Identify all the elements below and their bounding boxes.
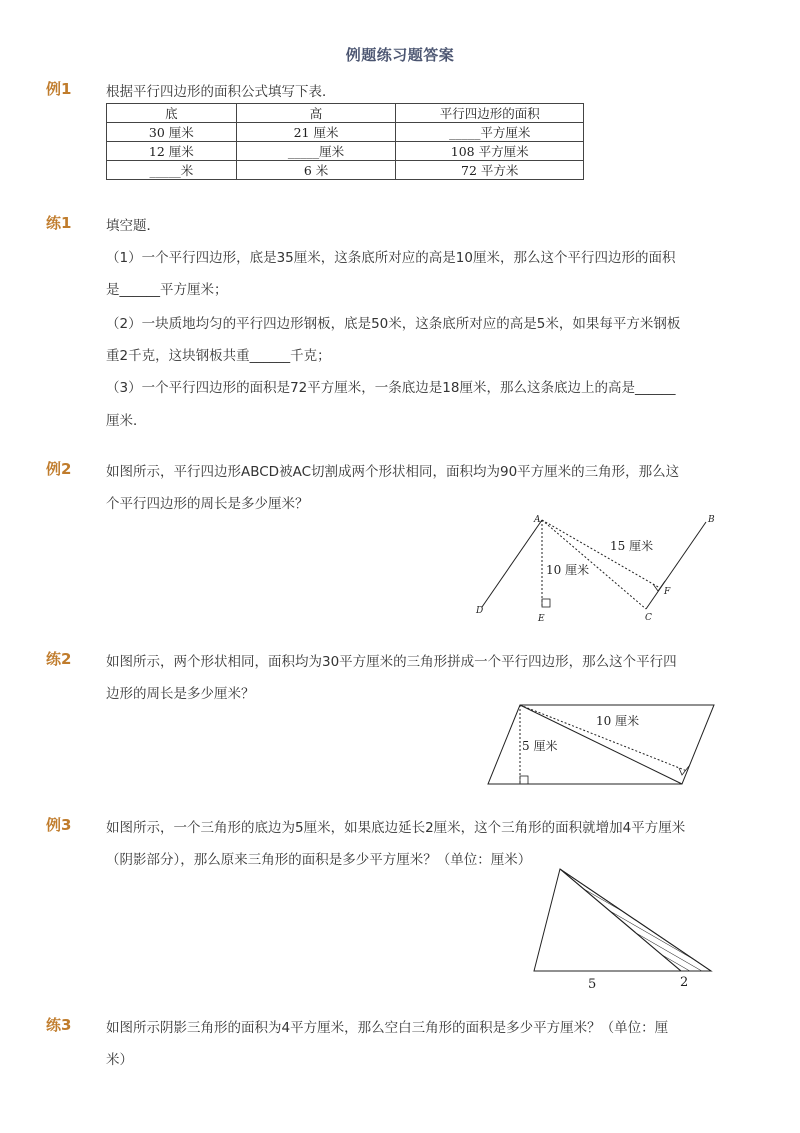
practice-2-label: 练2 (46, 650, 72, 668)
table-cell: 30 厘米 (107, 123, 237, 142)
table-cell: 72 平方米 (396, 161, 584, 180)
example-3-line: （阴影部分），那么原来三角形的面积是多少平方厘米？（单位：厘米） (106, 852, 532, 868)
point-label: C (645, 613, 652, 623)
extension-length-label: 2 (680, 975, 689, 990)
parallelogram-abcd-figure (470, 510, 730, 625)
practice-3-line: 如图所示阴影三角形的面积为4平方厘米，那么空白三角形的面积是多少平方厘米？（单位：厘 (106, 1020, 669, 1036)
parallelogram-two-triangles-figure (484, 700, 720, 790)
length-label-af: 15 厘米 (610, 539, 654, 553)
practice-2-line: 如图所示，两个形状相同，面积均为30平方厘米的三角形拼成一个平行四边形，那么这个平行四 (106, 654, 677, 670)
table-cell: 21 厘米 (236, 123, 396, 142)
practice-1-label: 练1 (46, 214, 72, 232)
table-row (107, 142, 584, 161)
example-3-label: 例3 (46, 816, 72, 834)
length-label-short: 5 厘米 (522, 739, 558, 753)
right-angle-e (542, 599, 550, 607)
triangle-side (560, 869, 681, 971)
practice-1-line: （1）一个平行四边形，底是35厘米，这条底所对应的高是10厘米，那么这个平行四边形的面积 (106, 250, 676, 266)
side-bc (646, 522, 706, 609)
base-length-label: 5 (588, 977, 597, 992)
table-cell: _____厘米 (236, 142, 396, 161)
example-2-line: 如图所示，平行四边形ABCD被AC切割成两个形状相同，面积均为90平方厘米的三角形，那么这 (106, 464, 680, 480)
point-label: F (664, 587, 671, 597)
table-row (107, 123, 584, 142)
practice-1-prompt: 填空题． (106, 218, 160, 234)
point-label: D (476, 606, 484, 616)
point-label: B (708, 515, 715, 525)
example-1-prompt: 根据平行四边形的面积公式填写下表． (106, 84, 336, 100)
length-label-ae: 10 厘米 (546, 563, 590, 577)
page-title: 例题练习题答案 (345, 46, 455, 64)
table-row (107, 161, 584, 180)
practice-2-line: 边形的周长是多少厘米？ (106, 686, 255, 702)
practice-1-line: 是______平方厘米； (106, 282, 228, 298)
parallelogram-area-table (106, 103, 584, 180)
table-cell: _____米 (107, 161, 237, 180)
practice-1-line: 重2千克，这块钢板共重______千克； (106, 348, 331, 364)
practice-1-line: （3）一个平行四边形的面积是72平方厘米，一条底边是18厘米，那么这条底边上的高是______ (106, 380, 676, 396)
table-cell: 108 平方厘米 (396, 142, 584, 161)
table-cell: 6 米 (236, 161, 396, 180)
practice-1-line: 厘米． (106, 413, 147, 429)
practice-3-label: 练3 (46, 1016, 72, 1034)
table-header-cell: 底 (107, 104, 237, 123)
height-af (542, 520, 660, 588)
practice-3-line: 米） (106, 1052, 133, 1068)
point-label: A (534, 515, 541, 525)
practice-1-line: （2）一块质地均匀的平行四边形钢板，底是50米，这条底所对应的高是5米，如果每平方米钢板 (106, 316, 681, 332)
table-header-cell: 平行四边形的面积 (396, 104, 584, 123)
example-3-line: 如图所示，一个三角形的底边为5厘米，如果底边延长2厘米，这个三角形的面积就增加4平方厘米 (106, 820, 686, 836)
example-2-label: 例2 (46, 460, 72, 478)
point-label: E (538, 614, 545, 624)
table-header-cell: 高 (236, 104, 396, 123)
example-1-label: 例1 (46, 80, 72, 98)
table-header-row (107, 104, 584, 123)
table-cell: 12 厘米 (107, 142, 237, 161)
table-cell: _____平方厘米 (396, 123, 584, 142)
side-ad (482, 520, 542, 607)
extended-triangle-figure (528, 864, 720, 990)
length-label-long: 10 厘米 (596, 714, 640, 728)
example-2-line: 个平行四边形的周长是多少厘米？ (106, 496, 309, 512)
right-angle-bottom (520, 776, 528, 784)
